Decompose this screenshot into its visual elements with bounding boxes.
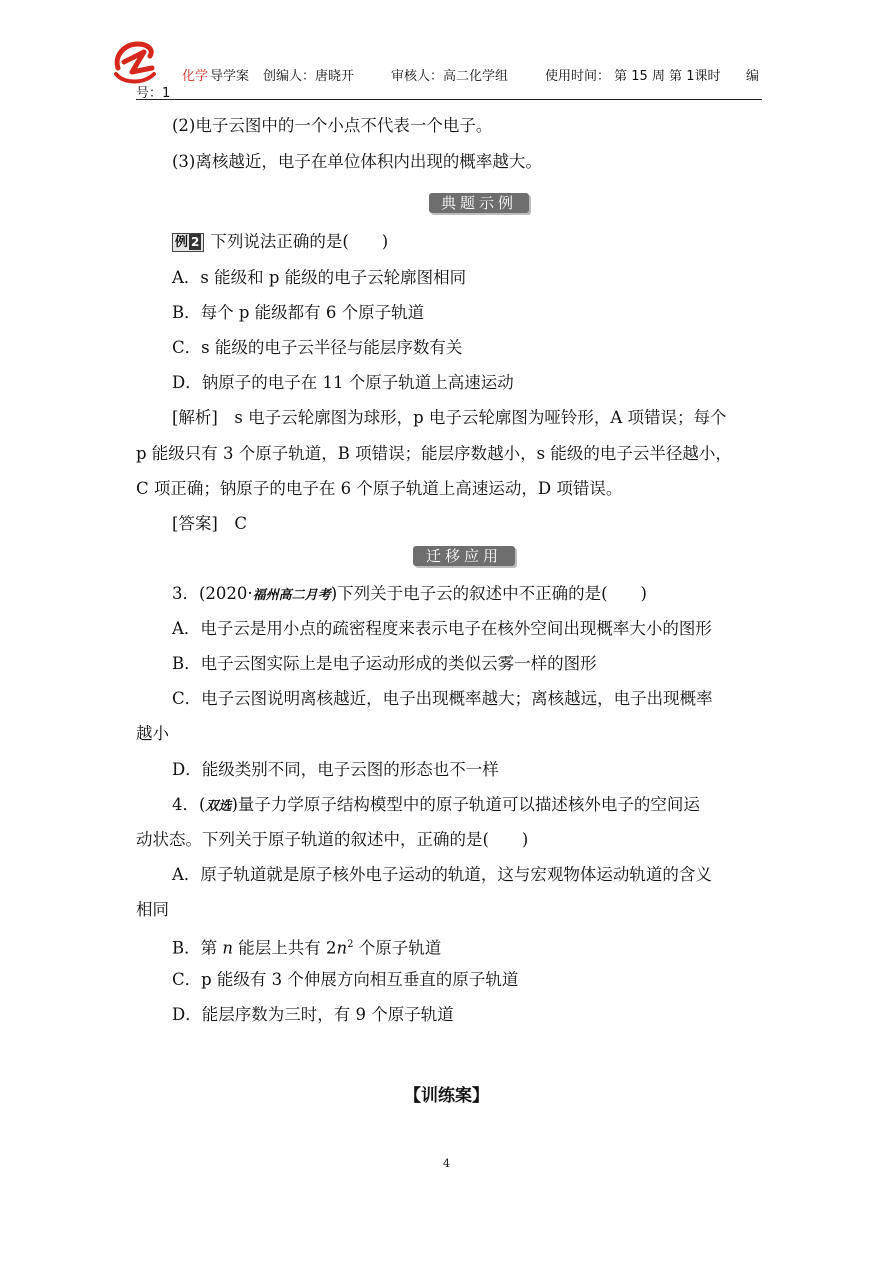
header-doc-type: 导学案 — [210, 69, 250, 84]
banner-practice: 迁移应用 — [413, 546, 515, 566]
intro-line-2: (2)电子云图中的一个小点不代表一个电子。 — [172, 116, 493, 135]
header-num-label: 编 — [746, 69, 760, 84]
page-number: 4 — [443, 1157, 450, 1170]
question-4-option-d: D．能层序数为三时，有 9 个原子轨道 — [172, 1005, 454, 1024]
page-header — [136, 65, 766, 85]
example-2-question: 例 2 下列说法正确的是( ) — [172, 232, 388, 252]
question-3-option-b: B．电子云图实际上是电子运动形成的类似云雾一样的图形 — [172, 654, 597, 673]
question-3-option-c-cont: 越小 — [136, 724, 169, 743]
question-4-option-c: C．p 能级有 3 个伸展方向相互垂直的原子轨道 — [172, 970, 519, 989]
example-tag: 例 2 — [172, 233, 204, 252]
header-editor: 创编人：唐晓开 — [263, 69, 355, 84]
example-2-answer: [答案] C — [172, 514, 247, 533]
question-4-option-a: A．原子轨道就是原子核外电子运动的轨道，这与宏观物体运动轨道的含义 — [172, 865, 712, 884]
example-2-analysis-line-3: C 项正确；钠原子的电子在 6 个原子轨道上高速运动，D 项错误。 — [136, 479, 623, 498]
example-2-option-b: B．每个 p 能级都有 6 个原子轨道 — [172, 303, 425, 322]
question-3-option-d: D．能级类别不同，电子云图的形态也不一样 — [172, 760, 499, 779]
question-4-stem-line-2: 动状态。下列关于原子轨道的叙述中，正确的是( ) — [136, 830, 529, 849]
question-4-option-a-cont: 相同 — [136, 900, 169, 919]
question-3-source: 福州高二月考 — [252, 588, 331, 603]
question-4-tag: 双选 — [205, 799, 232, 814]
intro-line-3: (3)离核越近，电子在单位体积内出现的概率越大。 — [172, 152, 542, 171]
section-title: 【训练案】 — [404, 1086, 489, 1106]
header-subject: 化学 — [182, 69, 209, 84]
header-num-value: 号：1 — [136, 86, 171, 101]
question-3-stem: 3．(2020·福州高二月考)下列关于电子云的叙述中不正确的是( ) — [172, 584, 647, 603]
example-2-option-a: A．s 能级和 p 能级的电子云轮廓图相同 — [172, 268, 467, 287]
example-2-option-d: D．钠原子的电子在 11 个原子轨道上高速运动 — [172, 373, 514, 392]
example-2-analysis-line-2: p 能级只有 3 个原子轨道，B 项错误；能层序数越小，s 能级的电子云半径越小， — [136, 444, 732, 463]
banner-example: 典题示例 — [429, 193, 529, 213]
example-2-analysis-line-1: [解析] s 电子云轮廓图为球形，p 电子云轮廓图为哑铃形，A 项错误；每个 — [172, 408, 727, 427]
header-time: 使用时间： 第 15 周 第 1课时 — [545, 69, 721, 84]
question-3-option-a: A．电子云是用小点的疏密程度来表示电子在核外空间出现概率大小的图形 — [172, 619, 712, 638]
question-4-stem-line-1: 4．(双选)量子力学原子结构模型中的原子轨道可以描述核外电子的空间运 — [172, 795, 700, 814]
question-3-option-c: C．电子云图说明离核越近，电子出现概率越大；离核越远，电子出现概率 — [172, 689, 713, 708]
header-reviewer: 审核人：高二化学组 — [391, 69, 509, 84]
question-4-option-b: B．第 n 能层上共有 $2n^2$ 个原子轨道 — [172, 938, 442, 958]
example-2-option-c: C．s 能级的电子云半径与能层序数有关 — [172, 338, 463, 357]
header-divider — [136, 99, 762, 100]
